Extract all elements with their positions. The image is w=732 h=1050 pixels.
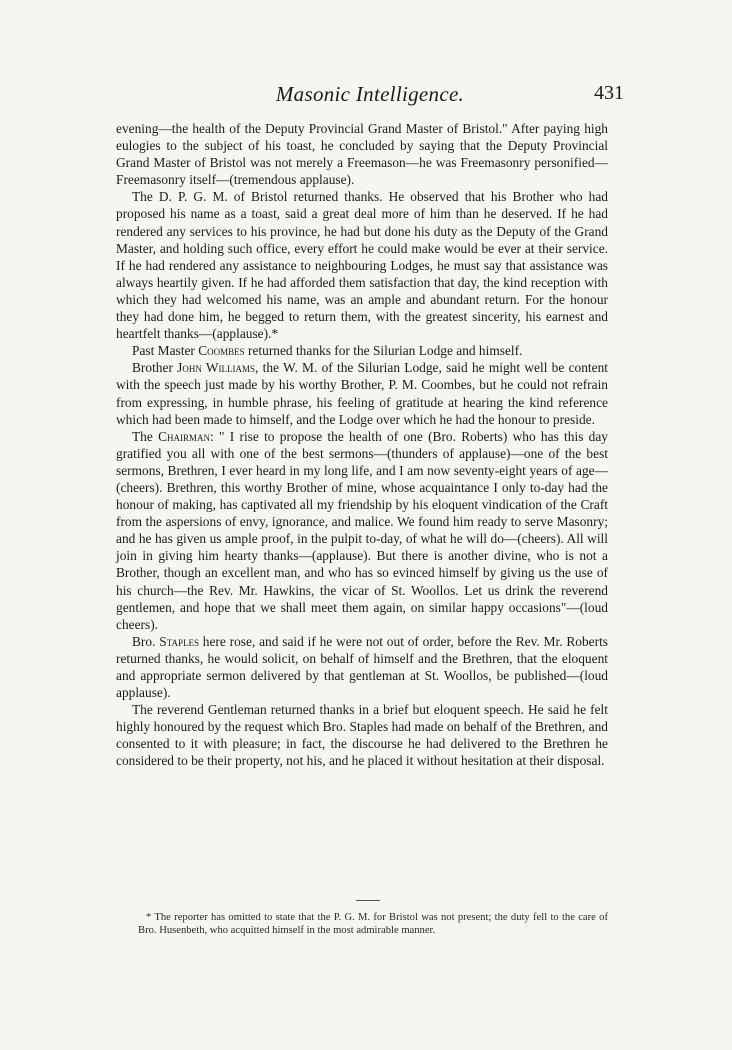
- paragraph-5-lead: The: [132, 428, 159, 444]
- footnote: [138, 912, 608, 937]
- paragraph-4: [116, 359, 608, 427]
- paragraph-5-text: : " I rise to propose the health of one (Bro. Roberts) who has this day gratified you all with one of the best sermons—(thunders of applause)—one of the best sermons, Brethren, I ever heard in my long life, and I am now seventy-eight years of age—(cheers). Brethren, this worthy Brother of mine, whose acquaintance I only to-day had the honour of making, has captivated all my friendship by his eloquent vindication of the Craft from the aspersions of envy, ignorance, and malice. We found him ready to serve Masonry; and he has given us ample proof, in the pulpit to-day, of what he will do—(cheers). All will join in giving him hearty thanks—(applause). But there is another divine, who is not a Brother, though an excellent man, and who has so evinced himself by giving us the use of his church—the Rev. Mr. Hawkins, the vicar of St. Woollos. Let us drink the reverend gentlemen, and hope that we shall meet them again, on similar happy occasions"—(loud cheers).: [116, 428, 609, 632]
- paragraph-1: evening—the health of the Deputy Provincial Grand Master of Bristol." After paying high eulogies to the subject of his toast, he concluded by saying that the Deputy Provincial Grand Master of Bristol was not merely a Freemason—he was Freemasonry personified—Freemasonry itself—(tremendous applause).: [116, 121, 608, 188]
- paragraph-7: The reverend Gentleman returned thanks in a brief but eloquent speech. He said he felt highly honoured by the request which Bro. Staples had made on behalf of the Brethren, and consented to it with pleasure; in fact, the discourse he had delivered to the Brethren he considered to be their property, not his, and he placed it without hesitation at their disposal.: [116, 702, 608, 769]
- paragraph-6-lead: Bro.: [132, 633, 160, 649]
- paragraph-5: [116, 428, 608, 633]
- page-header: [116, 82, 624, 112]
- paragraph-6: [116, 633, 608, 701]
- footnote-divider: [356, 900, 380, 901]
- speaker-name: John Williams: [177, 360, 256, 376]
- footnote-text: * The reporter has omitted to state that the P. G. M. for Bristol was not present; the duty fell to the care of Bro. Husenbeth, who acquitted himself in the most admirable manner.: [138, 912, 608, 936]
- body-text: [116, 120, 608, 770]
- paragraph-6-text: here rose, and said if he were not out of order, before the Rev. Mr. Roberts returned thanks, he would solicit, on behalf of himself and the Brethren, that the eloquent and appropriate sermon delivered by that gentleman at St. Woollos, be published—(loud applause).: [116, 633, 609, 701]
- paragraph-3-lead: Past Master: [132, 343, 199, 359]
- paragraph-4-text: , the W. M. of the Silurian Lodge, said he might well be content with the speech just made by his worthy Brother, P. M. Coombes, but he could not refrain from expressing, in humble phrase, his feeling of gratitude at hearing the kind reference which had been made to himself, and the Lodge over which he had the honour to preside.: [116, 360, 608, 427]
- running-title: Masonic Intelligence.: [275, 82, 465, 106]
- paragraph-3: [116, 342, 608, 359]
- paragraph-3-text: returned thanks for the Silurian Lodge and himself.: [244, 343, 523, 359]
- speaker-name: Staples: [159, 633, 199, 649]
- paragraph-4-lead: Brother: [132, 360, 178, 376]
- page-number: 431: [594, 82, 624, 104]
- speaker-name: Coombes: [198, 343, 245, 359]
- paragraph-2: The D. P. G. M. of Bristol returned thanks. He observed that his Brother who had proposed his name as a toast, said a great deal more of him than he deserved. If he had rendered any services to his province, he had but done his duty as the Deputy of the Grand Master, and holding such office, every effort he could make would be ever at their service. If he had rendered any assistance to neighbouring Lodges, he must say that assistance was always heartily given. If he had afforded them satisfaction that day, the kind reception with which they had welcomed his name, was an ample and abundant return. For the honour they had done him, he begged to return them, with the greatest sincerity, his earnest and heartfelt thanks—(applause).*: [116, 189, 608, 342]
- speaker-name: Chairman: [158, 428, 211, 444]
